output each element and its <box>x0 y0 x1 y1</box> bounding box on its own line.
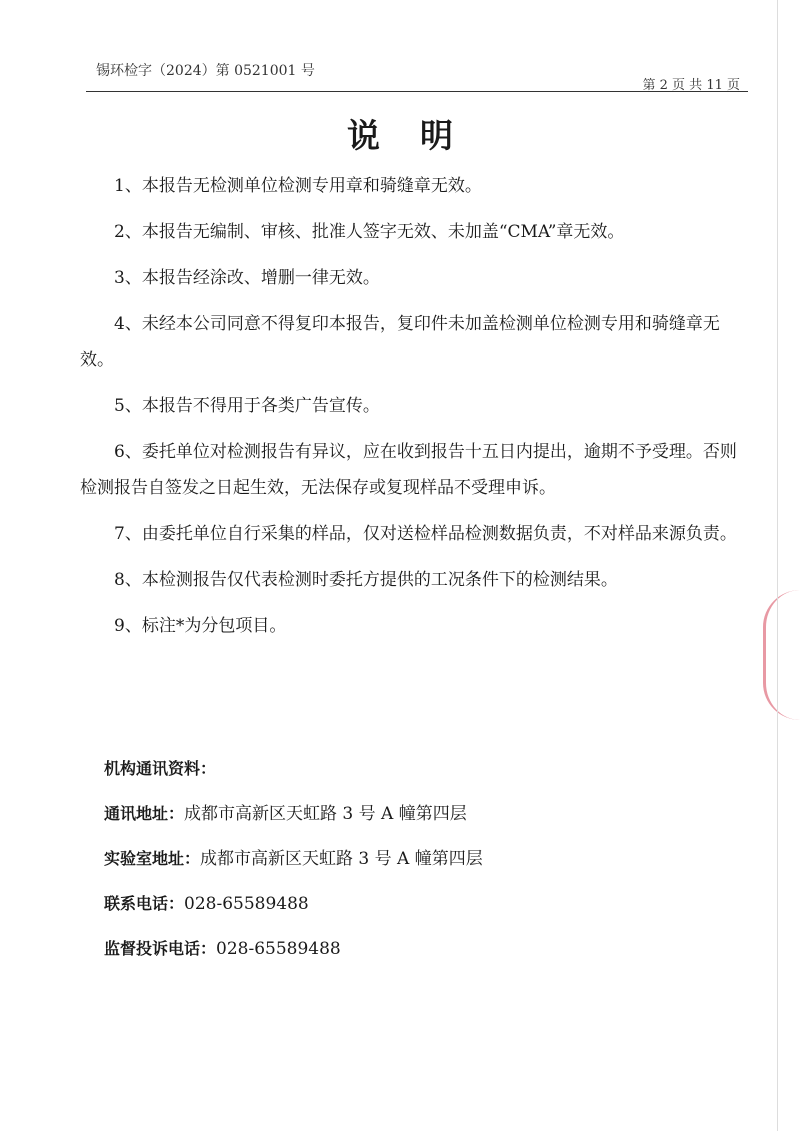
page-title: 说明 <box>347 116 493 155</box>
complaint-phone-row <box>104 936 483 962</box>
lab-address-label: 实验室地址： <box>104 849 201 868</box>
page-info: 第 2 页 共 11 页 <box>642 78 740 93</box>
phone-label: 联系电话： <box>104 894 185 913</box>
header-divider <box>86 91 748 92</box>
note-item-1: 1、本报告无检测单位检测专用章和骑缝章无效。 <box>114 176 482 196</box>
complaint-phone-value: 028-65589488 <box>216 939 341 959</box>
notes-list <box>80 168 750 644</box>
complaint-phone-label: 监督投诉电话： <box>104 939 217 958</box>
note-item-2: 2、本报告无编制、审核、批准人签字无效、未加盖“CMA”章无效。 <box>114 222 625 242</box>
report-number: 锡环检字（2024）第 0521001 号 <box>96 63 315 79</box>
note-item-3: 3、本报告经涂改、增删一律无效。 <box>114 268 380 288</box>
contact-info <box>104 756 483 981</box>
mail-address-row <box>104 801 483 827</box>
mail-address-value: 成都市高新区天虹路 3 号 A 幢第四层 <box>184 804 467 824</box>
phone-row <box>104 891 483 917</box>
note-item-7: 7、由委托单位自行采集的样品，仅对送检样品检测数据负责，不对样品来源负责。 <box>114 524 737 544</box>
note-item-8: 8、本检测报告仅代表检测时委托方提供的工况条件下的检测结果。 <box>114 570 618 590</box>
lab-address-value: 成都市高新区天虹路 3 号 A 幢第四层 <box>200 849 483 869</box>
phone-value: 028-65589488 <box>184 894 309 914</box>
seal-stamp-fragment <box>763 590 800 720</box>
contact-heading: 机构通讯资料： <box>104 759 217 778</box>
note-item-6: 6、委托单位对检测报告有异议，应在收到报告十五日内提出，逾期不予受理。否则检测报告自签发之日起生效，无法保存或复现样品不受理申诉。 <box>80 442 737 498</box>
note-item-9: 9、标注*为分包项目。 <box>114 616 287 636</box>
scan-edge-line <box>777 0 778 1131</box>
note-item-4: 4、未经本公司同意不得复印本报告，复印件未加盖检测单位检测专用和骑缝章无效。 <box>80 314 720 370</box>
lab-address-row <box>104 846 483 872</box>
mail-address-label: 通讯地址： <box>104 804 185 823</box>
note-item-5: 5、本报告不得用于各类广告宣传。 <box>114 396 380 416</box>
